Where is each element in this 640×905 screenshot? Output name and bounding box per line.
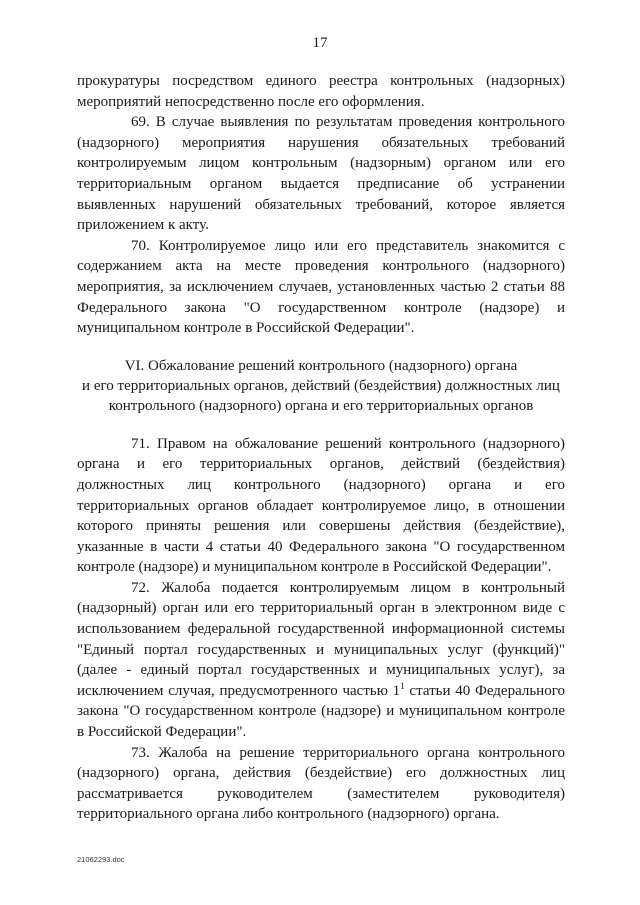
paragraph-71: 71. Правом на обжалование решений контрольного (надзорного) органа и его территориальных органов, действий (бездействия) должностных лиц контрольного (надзорного) органа и его территориальных органов обладает контролируемое лицо, в отношении которого приняты решения или совершены действия (бездействие), указанные в части 4 статьи 40 Федерального закона "О государственном контроле (надзоре) и муниципальном контроле в Российской Федерации". — [77, 435, 565, 576]
paragraph-72-text: 72. Жалоба подается контролируемым лицом в контрольный (надзорный) орган или его территориальный орган в электронном виде с использованием федеральной государственной информационной системы "Единый портал государственных и муниципальных услуг (функций)" (далее - единый портал государственных и муниципальных услуг), за исключением случая, предусмотренного частью 1 — [77, 579, 565, 699]
section-heading-line-2: и его территориальных органов, действий (бездействия) должностных лиц — [82, 377, 560, 394]
paragraph-70: 70. Контролируемое лицо или его представитель знакомится с содержанием акта на месте проведения контрольного (надзорного) мероприятия, за исключением случаев, установленных частью 2 статьи 88 Федерального закона "О государственном контроле (надзоре) и муниципальном контроле в Российской Федерации". — [77, 237, 565, 337]
paragraph-69: 69. В случае выявления по результатам проведения контрольного (надзорного) мероприятия нарушения обязательных требований контролируемым лицом контрольным (надзорным) органом или его территориальным органом выдается предписание об устранении выявленных нарушений обязательных требований, которое является приложением к акту. — [77, 114, 565, 234]
superscript-marker: 1 — [400, 680, 405, 691]
document-body — [77, 71, 565, 825]
paragraph-72 — [77, 578, 565, 743]
paragraph-continuation: прокуратуры посредством единого реестра контрольных (надзорных) мероприятий непосредственно после его оформления. — [77, 73, 565, 110]
file-name-footer: 21062293.doc — [77, 855, 125, 864]
paragraph-72-text-end: статьи 40 Федерального закона "О государственном контроле (надзоре) и муниципальном контроле в Российской Федерации". — [77, 682, 565, 741]
section-heading-line-1: VI. Обжалование решений контрольного (надзорного) органа — [124, 357, 518, 374]
page-number: 17 — [312, 35, 328, 51]
section-heading — [77, 356, 565, 416]
section-heading-line-3: контрольного (надзорного) органа и его территориальных органов — [108, 397, 534, 414]
paragraph-73: 73. Жалоба на решение территориального органа контрольного (надзорного) органа, действия (бездействие) его должностных лиц рассматривается руководителем (заместителем руководителя) территориального органа либо контрольного (надзорного) органа. — [77, 744, 565, 823]
